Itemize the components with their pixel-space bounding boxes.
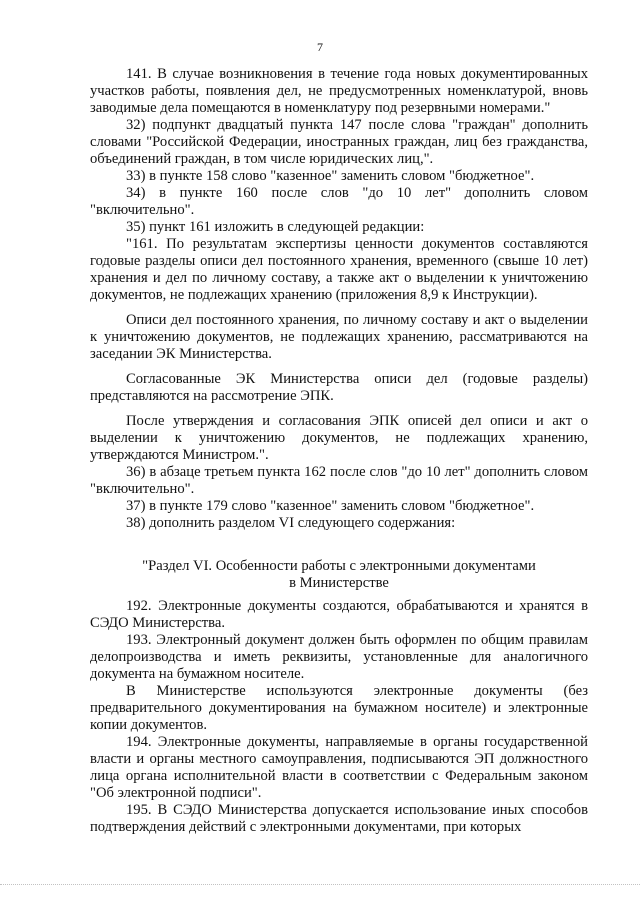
paragraph-item-33: 33) в пункте 158 слово "казенное" заменить словом "бюджетное".	[126, 168, 535, 184]
paragraph-161: "161. По результатам экспертизы ценности документов составляются годовые разделы описи дел постоянного хранения, временного (свыше 10 лет) хранения и дел по личному составу, а также акт о выделении к уничтожению документов, не подлежащих хранению (приложения 8,9 к Инструкции).	[90, 236, 588, 303]
paragraph-item-35: 35) пункт 161 изложить в следующей редакции:	[126, 219, 425, 235]
paragraph-item-32: 32) подпункт двадцатый пункта 147 после слова "граждан" дополнить словами "Российской Федерации, иностранных граждан, лиц без гражданства, объединений граждан, в том числе юридических лиц,".	[90, 117, 588, 167]
section-title	[90, 558, 588, 592]
document-body	[90, 66, 588, 836]
paragraph-item-36: 36) в абзаце третьем пункта 162 после слов "до 10 лет" дополнить словом "включительно".	[90, 464, 588, 497]
paragraph-141: 141. В случае возникновения в течение года новых документированных участков работы, появления дел, не предусмотренных номенклатурой, вновь заводимые дела помещаются в номенклатуру под резервными номерами."	[90, 66, 588, 116]
paragraph-item-38: 38) дополнить разделом VI следующего содержания:	[126, 515, 456, 531]
paragraph-192: 192. Электронные документы создаются, обрабатываются и хранятся в СЭДО Министерства.	[90, 598, 588, 631]
paragraph-inventories: Описи дел постоянного хранения, по личному составу и акт о выделении к уничтожению документов, не подлежащих хранению, рассматриваются на заседании ЭК Министерства.	[90, 312, 588, 362]
paragraph-approval: После утверждения и согласования ЭПК описей дел описи и акт о выделении к уничтожению документов, не подлежащих хранению, утверждаются Министром.".	[90, 413, 588, 463]
paragraph-195: 195. В СЭДО Министерства допускается использование иных способов подтверждения действий с электронными документами, при которых	[90, 802, 588, 835]
paragraph-item-34: 34) в пункте 160 после слов "до 10 лет" дополнить словом "включительно".	[90, 185, 588, 218]
paragraph-193: 193. Электронный документ должен быть оформлен по общим правилам делопроизводства и иметь реквизиты, установленные для аналогичного документа на бумажном носителе.	[90, 632, 588, 682]
paragraph-electronic-copies: В Министерстве используются электронные документы (без предварительного документирования на бумажном носителе) и электронные копии документов.	[90, 683, 588, 733]
paragraph-item-37: 37) в пункте 179 слово "казенное" заменить словом "бюджетное".	[126, 498, 535, 514]
section-title-line-2: в Министерстве	[289, 575, 389, 591]
page-number: 7	[317, 40, 323, 54]
paragraph-agreed-inventories: Согласованные ЭК Министерства описи дел (годовые разделы) представляются на рассмотрение ЭПК.	[90, 371, 588, 404]
section-title-line-1: "Раздел VI. Особенности работы с электронными документами	[142, 558, 536, 574]
footer-divider	[0, 884, 640, 891]
paragraph-194: 194. Электронные документы, направляемые в органы государственной власти и органы местного самоуправления, подписываются ЭП должностного лица органа исполнительной власти в соответствии с Федеральным законом "Об электронной подписи".	[90, 734, 588, 801]
